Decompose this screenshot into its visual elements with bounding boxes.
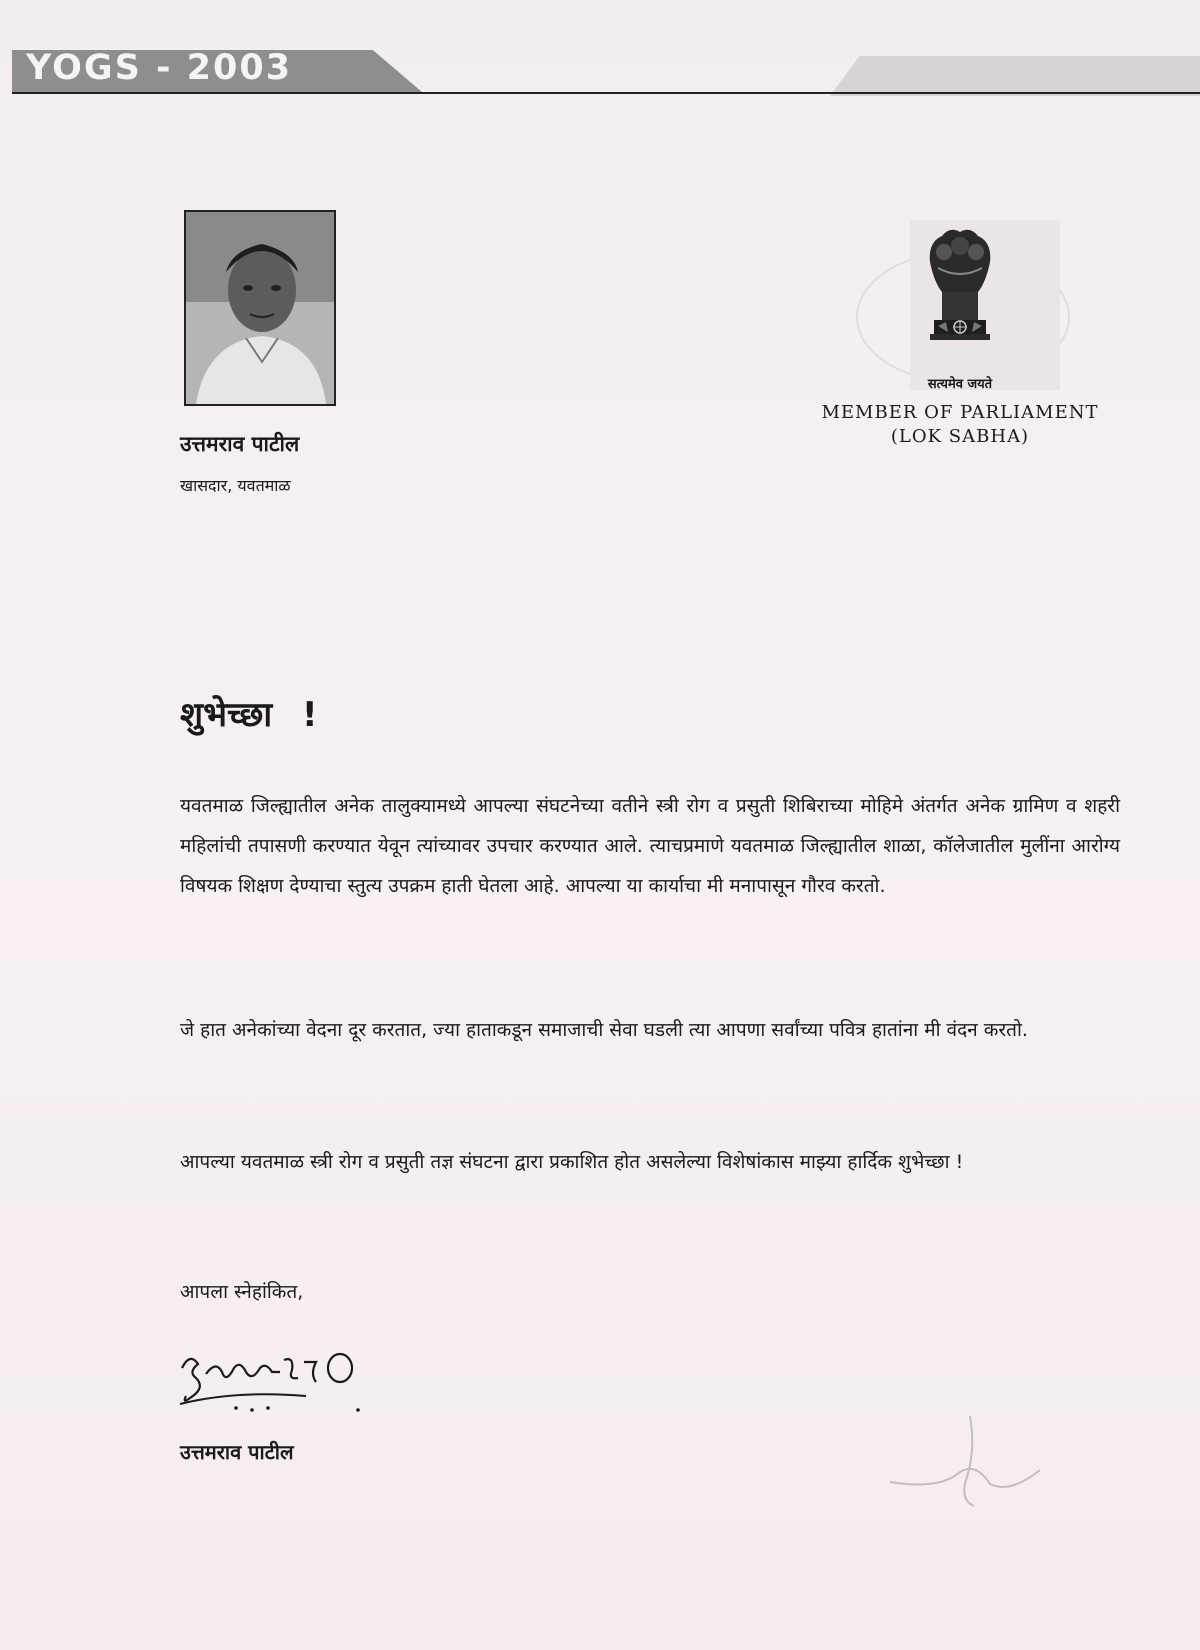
- handwritten-signature: [176, 1338, 376, 1428]
- sender-title: खासदार, यवतमाळ: [180, 476, 291, 495]
- office-title: MEMBER OF PARLIAMENT: [821, 402, 1099, 423]
- state-emblem-icon: [912, 222, 1008, 362]
- sender-photo: [184, 210, 336, 406]
- letter-paragraph-2: जे हात अनेकांच्या वेदना दूर करतात, ज्या हाताकडून समाजाची सेवा घडली त्या आपणा सर्वांच्या पवित्र हातांना मी वंदन करतो.: [180, 1019, 1028, 1041]
- letter-paragraph-3: आपल्या यवतमाळ स्त्री रोग व प्रसुती तज्ञ संघटना द्वारा प्रकाशित होत असलेल्या विशेषांकास माझ्या हार्दिक शुभेच्छा !: [180, 1151, 964, 1173]
- header-rule: [12, 92, 1200, 94]
- signer-name: उत्तमराव पाटील: [180, 1440, 294, 1464]
- header-band-bleed: [830, 56, 1200, 96]
- letter-paragraph-1: यवतमाळ जिल्ह्यातील अनेक तालुक्यामध्ये आपल्या संघटनेच्या वतीने स्त्री रोग व प्रसुती शिबिराच्या मोहिमे अंतर्गत अनेक ग्रामिण व शहरी महिलांची तपासणी करण्यात येवून त्यांच्यावर उपचार करण्यात आले. त्याचप्रमाणे यवतमाळ जिल्ह्यातील शाळा, कॉलेजातील मुलींना आरोग्य विषयक शिक्षण देण्याचा स्तुत्य उपक्रम हाती घेतला आहे. आपल्या या कार्याचा मी मनापासून गौरव करतो.: [180, 795, 1120, 897]
- letter-greeting: शुभेच्छा !: [180, 695, 318, 735]
- letter-closing: आपला स्नेहांकित,: [180, 1281, 304, 1303]
- emblem-motto: सत्यमेव जयते: [927, 377, 993, 392]
- header-title: YOGS - 2003: [26, 48, 293, 88]
- bleed-through-signature: [880, 1410, 1060, 1520]
- office-house: (LOK SABHA): [890, 426, 1030, 447]
- sender-name: उत्तमराव पाटील: [180, 432, 300, 456]
